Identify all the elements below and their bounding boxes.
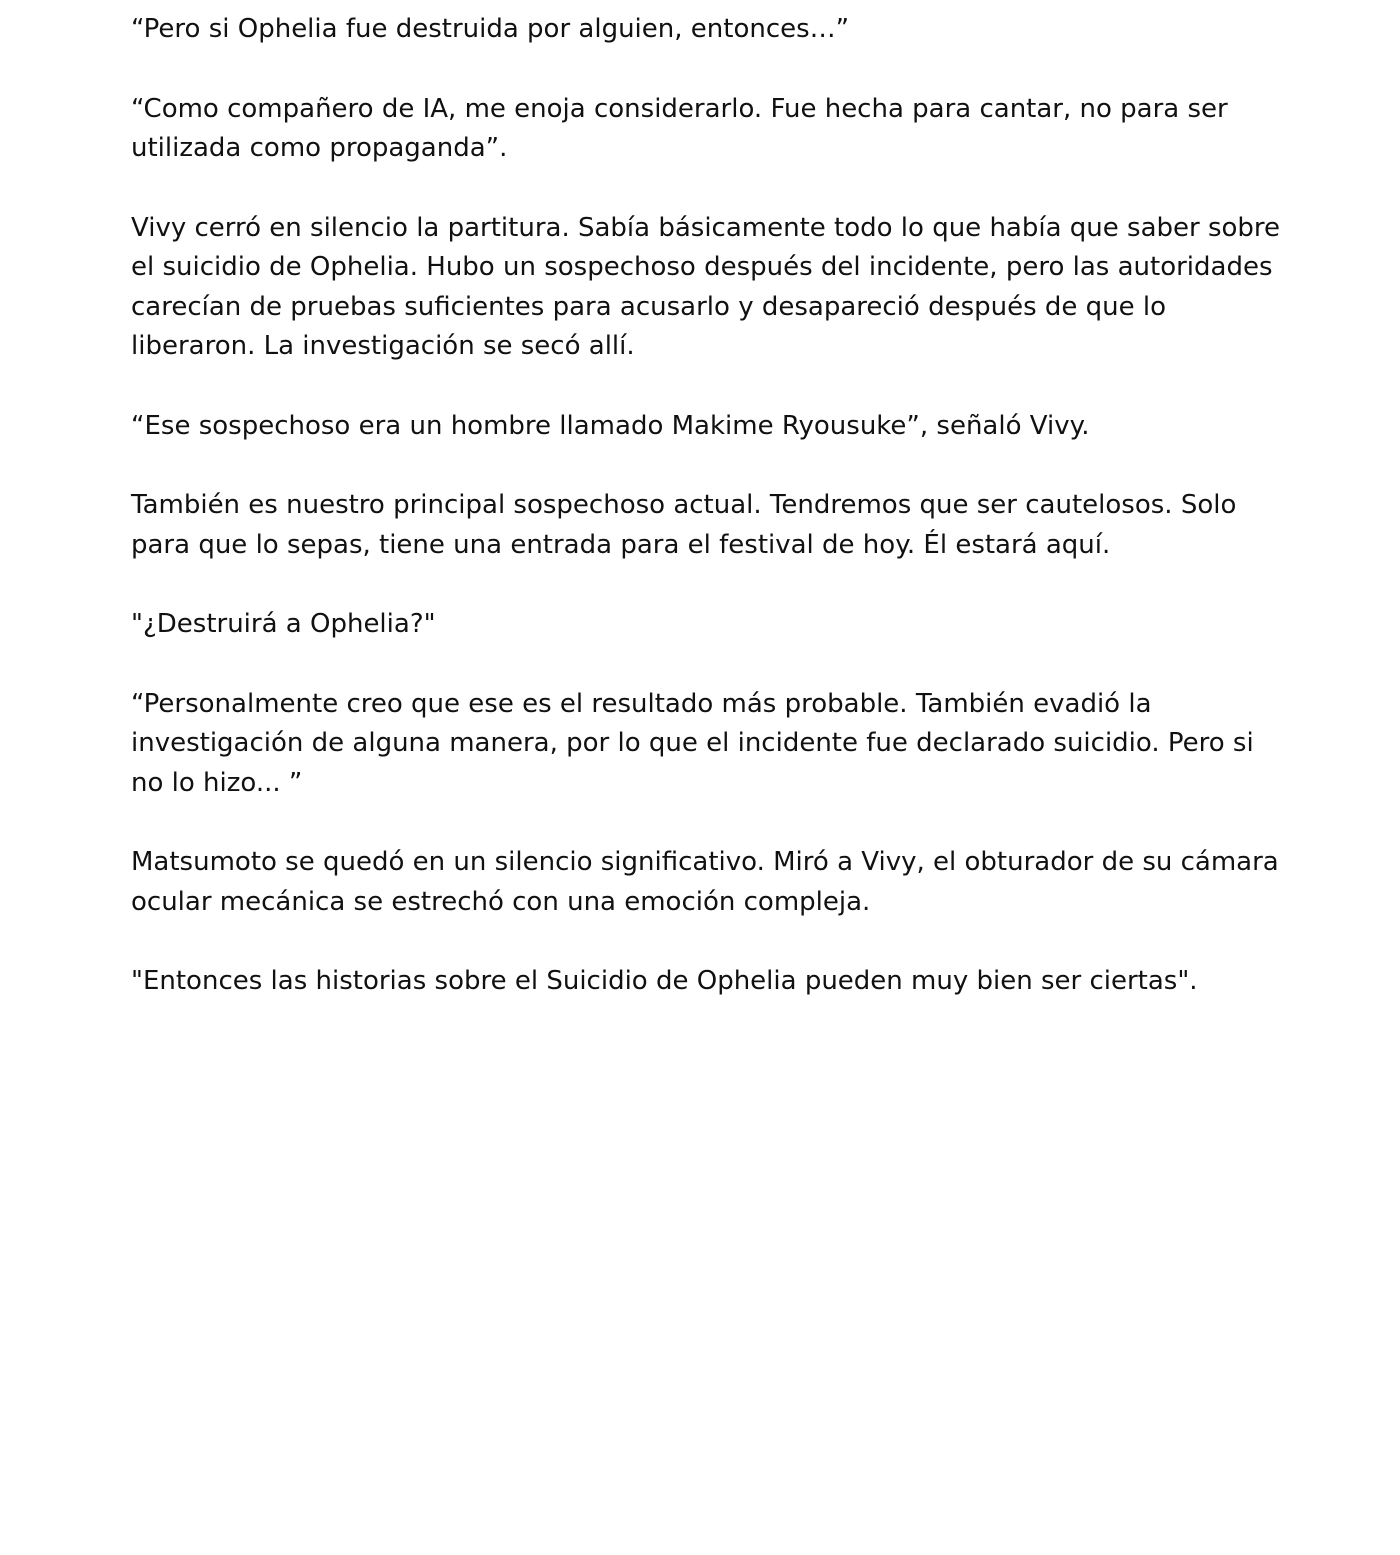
paragraph-1: “Pero si Ophelia fue destruida por alguien, entonces…” <box>131 14 850 44</box>
paragraph-2: “Como compañero de IA, me enoja considerarlo. Fue hecha para cantar, no para ser utilizada como propaganda”. <box>131 93 1228 163</box>
document-body <box>131 10 1281 1042</box>
paragraph-3: Vivy cerró en silencio la partitura. Sabía básicamente todo lo que había que saber sobre el suicidio de Ophelia. Hubo un sospechoso después del incidente, pero las autoridades carecían de pruebas suficientes para acusarlo y desapareció después de que lo liberaron. La investigación se secó allí. <box>131 212 1281 361</box>
paragraph-7: “Personalmente creo que ese es el resultado más probable. También evadió la investigación de alguna manera, por lo que el incidente fue declarado suicidio. Pero si no lo hizo... ” <box>131 688 1254 798</box>
paragraph-4: “Ese sospechoso era un hombre llamado Makime Ryousuke”, señaló Vivy. <box>131 410 1090 441</box>
paragraph-5: También es nuestro principal sospechoso actual. Tendremos que ser cautelosos. Solo para que lo sepas, tiene una entrada para el festival de hoy. Él estará aquí. <box>131 490 1237 560</box>
paragraph-8: Matsumoto se quedó en un silencio significativo. Miró a Vivy, el obturador de su cámara ocular mecánica se estrechó con una emoción compleja. <box>131 847 1279 917</box>
paragraph-6: "¿Destruirá a Ophelia?" <box>131 609 436 639</box>
paragraph-9: "Entonces las historias sobre el Suicidio de Ophelia pueden muy bien ser ciertas". <box>131 966 1198 996</box>
